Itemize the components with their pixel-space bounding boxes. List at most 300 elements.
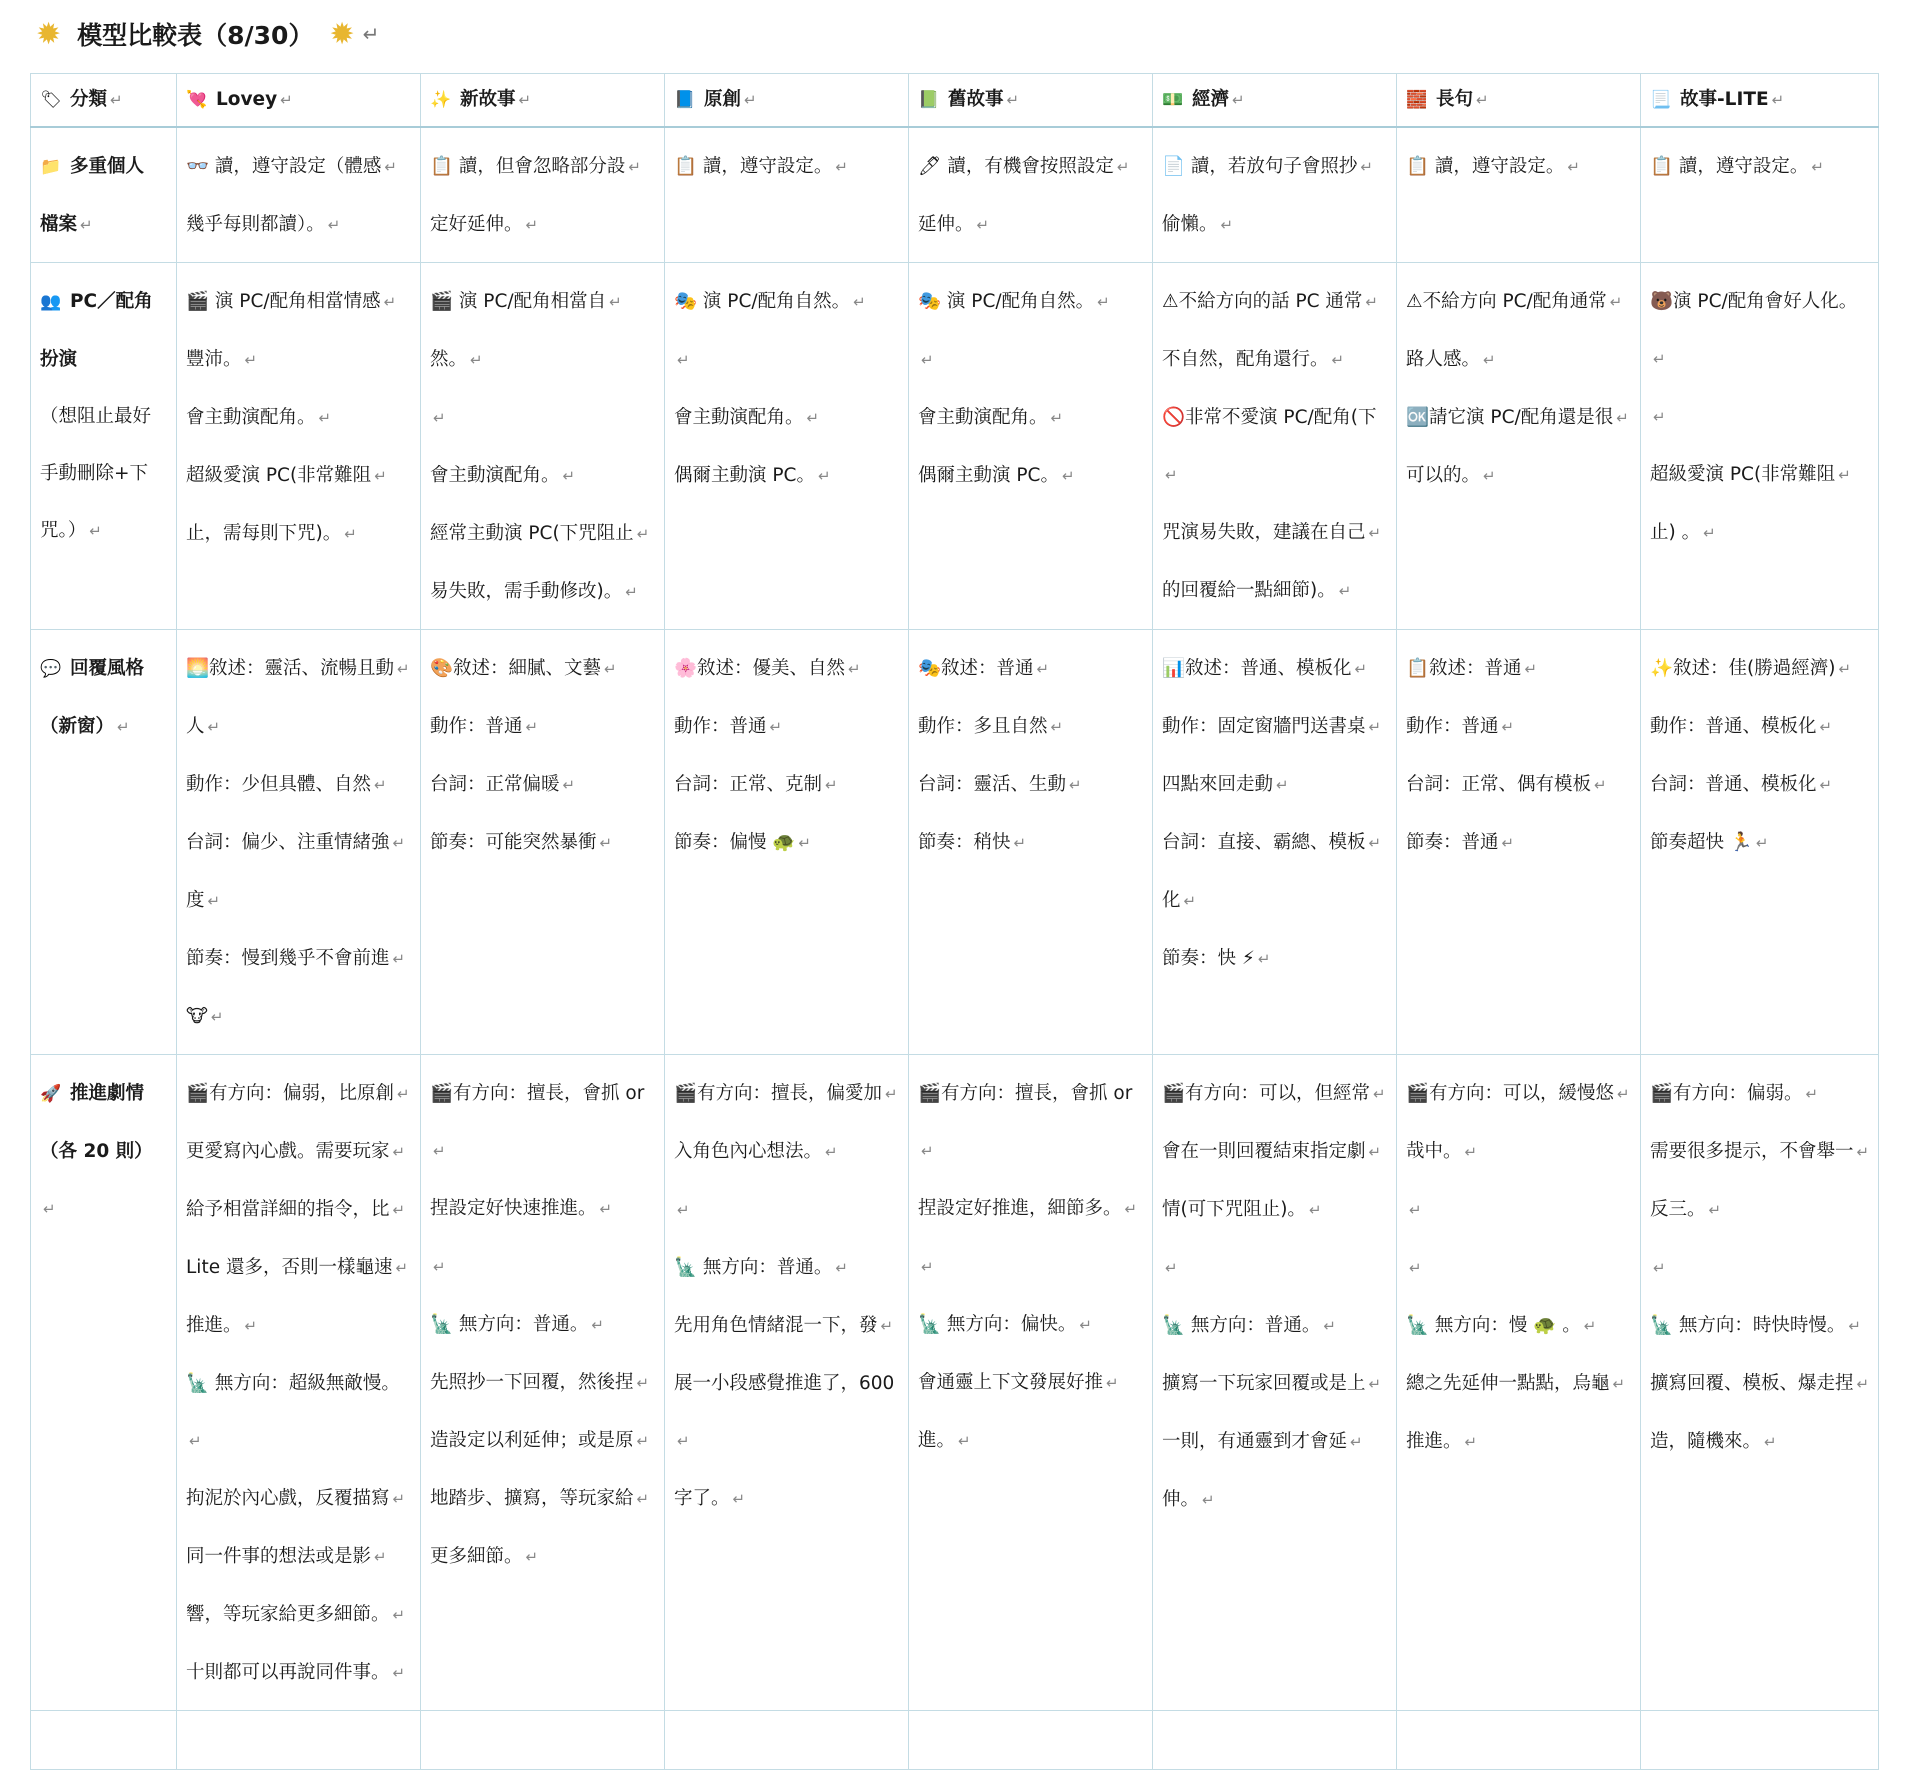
cell-text: 節奏超快 🏃 (1650, 832, 1753, 853)
cell-line (430, 389, 656, 447)
return-mark-icon: ↵ (518, 91, 532, 109)
return-mark-icon: ↵ (1116, 158, 1130, 176)
cell-line (430, 640, 656, 698)
return-mark-icon: ↵ (1202, 1491, 1215, 1509)
table-row (31, 263, 1879, 630)
column-header-label: 故事-LITE (1680, 89, 1769, 110)
table-cell (665, 1055, 909, 1711)
cell-text: 延伸。 (918, 214, 974, 235)
return-mark-icon: ↵ (392, 950, 406, 968)
table-cell (177, 630, 421, 1055)
table-row (31, 1711, 1879, 1770)
return-mark-icon: ↵ (1368, 718, 1382, 736)
cell-text: 節奏：稍快 (918, 832, 1011, 853)
cell-text: 地踏步、擴寫，等玩家給 (430, 1488, 634, 1509)
cell-line (674, 1470, 900, 1528)
return-mark-icon: ↵ (848, 660, 861, 678)
cell-text: 拘泥於內心戲，反覆描寫 (186, 1488, 390, 1509)
cell-text: 四點來回走動 (1162, 774, 1274, 795)
cell-line (1650, 446, 1870, 504)
return-mark-icon: ↵ (976, 216, 990, 234)
cell-line (430, 1354, 656, 1412)
cell-text: 的回覆給一點細節)。 (1162, 580, 1336, 601)
cell-text: 可以的。 (1406, 465, 1481, 486)
cell-text: 🆗請它演 PC/配角還是很 (1406, 407, 1614, 428)
cell-line (1650, 756, 1870, 814)
cell-line (918, 1180, 1144, 1238)
return-mark-icon: ↵ (677, 1432, 690, 1450)
cell-line (186, 505, 412, 563)
cell-line (186, 1181, 412, 1239)
row-label-line (40, 138, 168, 196)
cell-text: 造，隨機來。 (1650, 1431, 1762, 1452)
cell-line (1406, 640, 1632, 698)
cell-line (1162, 1065, 1388, 1123)
table-cell (177, 127, 421, 263)
cell-text: 動作：普通 (674, 716, 767, 737)
cell-line (430, 698, 656, 756)
return-mark-icon: ↵ (280, 91, 293, 109)
return-mark-icon: ↵ (1764, 1433, 1777, 1451)
return-mark-icon: ↵ (1257, 950, 1271, 968)
cell-text: 台詞：偏少、注重情緒強 (186, 832, 390, 853)
return-mark-icon: ↵ (1061, 467, 1075, 485)
return-mark-icon: ↵ (1124, 1200, 1138, 1218)
cell-text: ⚠不給方向 PC/配角通常 (1406, 291, 1607, 312)
row-label-cell (31, 127, 177, 263)
cell-text: 情(可下咒阻止)。 (1162, 1199, 1306, 1220)
sun-icon: ✹ (36, 16, 62, 52)
return-mark-icon: ↵ (1838, 660, 1852, 678)
row-label-line (40, 640, 168, 698)
return-mark-icon: ↵ (562, 467, 576, 485)
cell-line (674, 1239, 900, 1297)
return-mark-icon: ↵ (1501, 718, 1515, 736)
return-mark-icon: ↵ (392, 1490, 406, 1508)
return-mark-icon: ↵ (1354, 660, 1368, 678)
cell-text: 伸。 (1162, 1489, 1200, 1510)
cell-line (1162, 1123, 1388, 1181)
cell-text: 🐮 (186, 1006, 208, 1027)
cell-text: 易失敗，需手動修改)。 (430, 581, 623, 602)
return-mark-icon: ↵ (1069, 776, 1082, 794)
cell-line (918, 640, 1144, 698)
cell-line (918, 196, 1144, 254)
table-row (31, 127, 1879, 263)
return-mark-icon: ↵ (1771, 91, 1785, 109)
row-label-line (40, 1065, 168, 1123)
return-mark-icon: ↵ (1360, 158, 1373, 176)
cell-text: 🚫非常不愛演 PC/配角(下 (1162, 407, 1377, 428)
row-label-text: 檔案 (40, 214, 78, 235)
return-mark-icon: ↵ (1609, 293, 1623, 311)
cell-line (1406, 138, 1632, 196)
return-mark-icon: ↵ (244, 351, 258, 369)
cell-line (1650, 814, 1870, 872)
cell-text: 更多細節。 (430, 1546, 523, 1567)
cell-line (1650, 1181, 1870, 1239)
cell-text: 反三。 (1650, 1199, 1706, 1220)
return-mark-icon: ↵ (599, 834, 613, 852)
cell-line (1650, 138, 1870, 196)
return-mark-icon: ↵ (1106, 1374, 1119, 1392)
return-mark-icon: ↵ (392, 1201, 406, 1219)
return-mark-icon: ↵ (1368, 834, 1382, 852)
table-cell (177, 263, 421, 630)
cell-line (1650, 1413, 1870, 1471)
table-cell (1153, 263, 1397, 630)
row-icon: 🚀 (40, 1084, 62, 1104)
cell-line (186, 640, 412, 698)
return-mark-icon: ↵ (625, 583, 638, 601)
cell-line (430, 1238, 656, 1296)
cell-line (430, 1065, 656, 1180)
return-mark-icon: ↵ (207, 892, 221, 910)
return-mark-icon: ↵ (89, 522, 102, 540)
cell-line (1162, 504, 1388, 562)
return-mark-icon: ↵ (677, 351, 690, 369)
cell-text: 節奏：可能突然暴衝 (430, 832, 597, 853)
cell-text: 🎨敘述：細膩、文藝 (430, 658, 602, 679)
cell-text: 進。 (918, 1430, 956, 1451)
table-cell (909, 263, 1153, 630)
column-header (1397, 74, 1641, 128)
cell-line (430, 814, 656, 872)
cell-text: 總之先延伸一點點，烏龜 (1406, 1373, 1610, 1394)
cell-text: 哉中。 (1406, 1141, 1462, 1162)
return-mark-icon: ↵ (1331, 351, 1345, 369)
return-mark-icon: ↵ (397, 1085, 410, 1103)
return-mark-icon: ↵ (1708, 1201, 1722, 1219)
cell-line (674, 273, 900, 331)
cell-text: 偷懶。 (1162, 214, 1218, 235)
cell-line (1162, 640, 1388, 698)
cell-line (430, 1528, 656, 1586)
cell-line (1650, 1065, 1870, 1123)
return-mark-icon: ↵ (244, 1317, 258, 1335)
column-header-label: 經濟 (1192, 89, 1230, 110)
table-cell (1641, 1055, 1879, 1711)
cell-line (918, 389, 1144, 447)
cell-text: 動作：少但具體、自然 (186, 774, 372, 795)
cell-line (918, 698, 1144, 756)
cell-line (1162, 698, 1388, 756)
cell-line (1162, 562, 1388, 620)
row-label-text: 咒。） (40, 520, 87, 541)
return-mark-icon: ↵ (1338, 582, 1352, 600)
cell-line (674, 1123, 900, 1181)
return-mark-icon: ↵ (1838, 466, 1851, 484)
row-label-text: 回覆風格 (70, 658, 145, 679)
cell-line (1650, 1297, 1870, 1355)
return-mark-icon: ↵ (1856, 1143, 1870, 1161)
cell-line (674, 698, 900, 756)
return-mark-icon: ↵ (1368, 1143, 1382, 1161)
table-cell (909, 630, 1153, 1055)
cell-text: 偶爾主動演 PC。 (674, 465, 815, 486)
table-cell (909, 1055, 1153, 1711)
return-mark-icon: ↵ (628, 158, 641, 176)
row-label-text: 手動刪除+下 (40, 463, 149, 484)
cell-line (1650, 1355, 1870, 1413)
cell-line (186, 756, 412, 814)
cell-text: 🎭敘述：普通 (918, 658, 1034, 679)
cell-line (430, 1412, 656, 1470)
return-mark-icon: ↵ (1819, 776, 1833, 794)
return-mark-icon: ↵ (1567, 158, 1580, 176)
column-header-label: 舊故事 (948, 89, 1004, 110)
row-label-text: 扮演 (40, 349, 78, 370)
cell-line (674, 814, 900, 872)
cell-line (430, 1470, 656, 1528)
column-header (31, 74, 177, 128)
cell-text: 偶爾主動演 PC。 (918, 465, 1059, 486)
table-cell (665, 127, 909, 263)
cell-text: 🗽 無方向：普通。 (674, 1257, 833, 1278)
cell-text: 🎬有方向：擅長，會抓 or (918, 1083, 1133, 1104)
cell-line (674, 756, 900, 814)
cell-text: 節奏：慢到幾乎不會前進 (186, 948, 390, 969)
cell-text: 🗽 無方向：時快時慢。 (1650, 1315, 1846, 1336)
return-mark-icon: ↵ (604, 660, 617, 678)
cell-line (1162, 138, 1388, 196)
return-mark-icon: ↵ (1373, 1085, 1386, 1103)
cell-text: 擴寫一下玩家回覆或是上 (1162, 1373, 1366, 1394)
cell-text: 👓 讀，遵守設定（體感 (186, 156, 382, 177)
cell-line (674, 1181, 900, 1239)
return-mark-icon: ↵ (1409, 1201, 1422, 1219)
cell-text: 節奏：快 ⚡ (1162, 948, 1255, 969)
return-mark-icon: ↵ (921, 1142, 934, 1160)
column-header-label: 原創 (704, 89, 742, 110)
cell-line (918, 1296, 1144, 1354)
cell-line (186, 1355, 412, 1470)
page-title: 模型比較表（8/30） (77, 21, 314, 50)
return-mark-icon: ↵ (732, 1490, 746, 1508)
return-mark-icon: ↵ (1755, 834, 1769, 852)
row-label-text: PC／配角 (70, 291, 153, 312)
return-mark-icon: ↵ (798, 834, 811, 852)
cell-text: 🎬 演 PC/配角相當自 (430, 291, 607, 312)
cell-line (1162, 872, 1388, 930)
return-mark-icon: ↵ (1805, 1085, 1819, 1103)
column-icon: 📗 (918, 90, 940, 110)
cell-line (430, 1296, 656, 1354)
cell-text: 🎬有方向：偏弱。 (1650, 1083, 1803, 1104)
cell-text: 超級愛演 PC(非常難阻 (186, 465, 372, 486)
return-mark-icon: ↵ (1006, 91, 1020, 109)
return-mark-icon: ↵ (344, 525, 357, 543)
cell-text: 📄 讀，若放句子會照抄 (1162, 156, 1358, 177)
return-mark-icon: ↵ (1856, 1375, 1870, 1393)
table-cell (421, 1055, 665, 1711)
cell-text: 🎭 演 PC/配角自然。 (674, 291, 851, 312)
row-label-cell (31, 263, 177, 630)
cell-text: 節奏：偏慢 🐢 (674, 832, 796, 853)
cell-line (1162, 1355, 1388, 1413)
cell-line (1406, 1181, 1632, 1239)
cell-text: 展一小段感覺推進了，600 (674, 1373, 895, 1394)
return-mark-icon: ↵ (1612, 1375, 1626, 1393)
cell-line (674, 138, 900, 196)
column-icon: ✨ (430, 90, 452, 110)
table-cell (421, 127, 665, 263)
cell-line (186, 814, 412, 872)
return-mark-icon: ↵ (1220, 216, 1234, 234)
return-mark-icon: ↵ (885, 1085, 898, 1103)
cell-text: 同一件事的想法或是影 (186, 1546, 372, 1567)
cell-line (1162, 814, 1388, 872)
cell-text: 🗽 無方向：超級無敵慢。 (186, 1373, 400, 1394)
column-header (421, 74, 665, 128)
cell-text: 會通靈上下文發展好推 (918, 1372, 1104, 1393)
return-mark-icon: ↵ (958, 1432, 971, 1450)
return-mark-icon: ↵ (383, 293, 397, 311)
cell-text: 捏設定好推進，細節多。 (918, 1198, 1122, 1219)
cell-line (918, 138, 1144, 196)
return-mark-icon: ↵ (599, 1200, 613, 1218)
row-label-line (40, 331, 168, 388)
return-mark-icon: ↵ (1524, 660, 1538, 678)
cell-line (430, 756, 656, 814)
cell-line (186, 447, 412, 505)
return-mark-icon: ↵ (1097, 293, 1110, 311)
return-mark-icon: ↵ (525, 216, 539, 234)
return-mark-icon: ↵ (921, 1258, 934, 1276)
cell-line (1162, 1471, 1388, 1529)
return-mark-icon: ↵ (1308, 1201, 1322, 1219)
return-mark-icon: ↵ (1464, 1143, 1478, 1161)
cell-line (918, 1354, 1144, 1412)
row-label-text: （新窗） (40, 716, 115, 737)
table-cell (1641, 630, 1879, 1055)
cell-text: 🎭 演 PC/配角自然。 (918, 291, 1095, 312)
return-mark-icon: ↵ (1848, 1317, 1861, 1335)
return-mark-icon: ↵ (397, 660, 410, 678)
cell-line (186, 1470, 412, 1528)
header-row (31, 74, 1879, 128)
column-icon: 📃 (1650, 90, 1672, 110)
return-mark-icon: ↵ (395, 1259, 409, 1277)
cell-text: 🗽 無方向：普通。 (430, 1314, 589, 1335)
table-cell (665, 263, 909, 630)
cell-line (186, 389, 412, 447)
cell-line (186, 1586, 412, 1644)
table-cell (1641, 263, 1879, 630)
cell-text: 不自然，配角還行。 (1162, 349, 1329, 370)
return-mark-icon: ↵ (80, 216, 93, 234)
cell-text: 🎬有方向：擅長，偏愛加 (674, 1083, 883, 1104)
cell-line (1162, 273, 1388, 331)
cell-line (674, 640, 900, 698)
table-cell (1153, 630, 1397, 1055)
column-icon: 💵 (1162, 90, 1184, 110)
return-mark-icon: ↵ (677, 1201, 690, 1219)
return-mark-icon: ↵ (433, 1142, 446, 1160)
return-mark-icon: ↵ (1183, 892, 1197, 910)
return-mark-icon: ↵ (817, 467, 831, 485)
cell-text: 會主動演配角。 (918, 407, 1048, 428)
sun-icon: ✹ (329, 16, 355, 52)
cell-line (186, 1297, 412, 1355)
cell-text: 推進。 (186, 1315, 242, 1336)
return-mark-icon: ↵ (1483, 351, 1496, 369)
column-icon: 📘 (674, 90, 696, 110)
cell-line (186, 196, 412, 254)
cell-line (1406, 756, 1632, 814)
table-row (31, 1055, 1879, 1711)
return-mark-icon: ↵ (1350, 1433, 1363, 1451)
cell-text: 🎬有方向：可以，緩慢悠 (1406, 1083, 1615, 1104)
table-cell (909, 127, 1153, 263)
cell-line (918, 447, 1144, 505)
cell-text: 先用角色情緒混一下，發 (674, 1315, 878, 1336)
cell-line (430, 505, 656, 563)
cell-text: 🎬有方向：擅長，會抓 or (430, 1083, 645, 1104)
return-mark-icon: ↵ (825, 1143, 838, 1161)
cell-text: 📊敘述：普通、模板化 (1162, 658, 1352, 679)
return-mark-icon: ↵ (769, 718, 783, 736)
cell-text: 然。 (430, 349, 468, 370)
cell-line (1162, 1181, 1388, 1239)
cell-text: 動作：普通、模板化 (1650, 716, 1817, 737)
cell-text: 📋 讀，遵守設定。 (1650, 156, 1809, 177)
return-mark-icon: ↵ (1616, 409, 1629, 427)
row-label-line (40, 698, 168, 756)
cell-text: 給予相當詳細的指令，比 (186, 1199, 390, 1220)
cell-line (186, 1528, 412, 1586)
return-mark-icon: ↵ (1036, 660, 1050, 678)
cell-line (430, 563, 656, 621)
cell-text: 人 (186, 716, 205, 737)
cell-text: Lite 還多，否則一樣龜速 (186, 1257, 393, 1278)
column-header (1153, 74, 1397, 128)
row-label-line (40, 388, 168, 445)
return-mark-icon: ↵ (1232, 91, 1245, 109)
cell-text: 定好延伸。 (430, 214, 523, 235)
column-icon: 🏷 (40, 90, 62, 110)
column-header (1641, 74, 1879, 128)
cell-text: 推進。 (1406, 1431, 1462, 1452)
return-mark-icon: ↵ (210, 1008, 224, 1026)
return-mark-icon: ↵ (853, 293, 866, 311)
cell-line (186, 273, 412, 331)
table-cell (1397, 630, 1641, 1055)
cell-line (430, 447, 656, 505)
table-cell (1397, 1055, 1641, 1711)
cell-line (1406, 389, 1632, 447)
table-row (31, 630, 1879, 1055)
row-icon: 📁 (40, 157, 62, 177)
cell-line (918, 1065, 1144, 1180)
cell-text: 擴寫回覆、模板、爆走捏 (1650, 1373, 1854, 1394)
cell-line (674, 1065, 900, 1123)
cell-text: 台詞：正常偏暖 (430, 774, 560, 795)
cell-text: 🐻演 PC/配角會好人化。 (1650, 291, 1858, 312)
cell-text: 咒演易失敗，建議在自己 (1162, 522, 1366, 543)
cell-text: 📋 讀，但會忽略部分設 (430, 156, 626, 177)
cell-line (674, 389, 900, 447)
cell-line (1650, 388, 1870, 446)
return-mark-icon: ↵ (189, 1432, 202, 1450)
return-mark-icon: ↵ (880, 1317, 894, 1335)
cell-line (1650, 1239, 1870, 1297)
cell-text: 🎬有方向：偏弱，比原創 (186, 1083, 395, 1104)
table-cell (1397, 127, 1641, 263)
return-mark-icon: ↵ (609, 293, 622, 311)
return-mark-icon: ↵ (591, 1316, 604, 1334)
cell-line (1406, 698, 1632, 756)
